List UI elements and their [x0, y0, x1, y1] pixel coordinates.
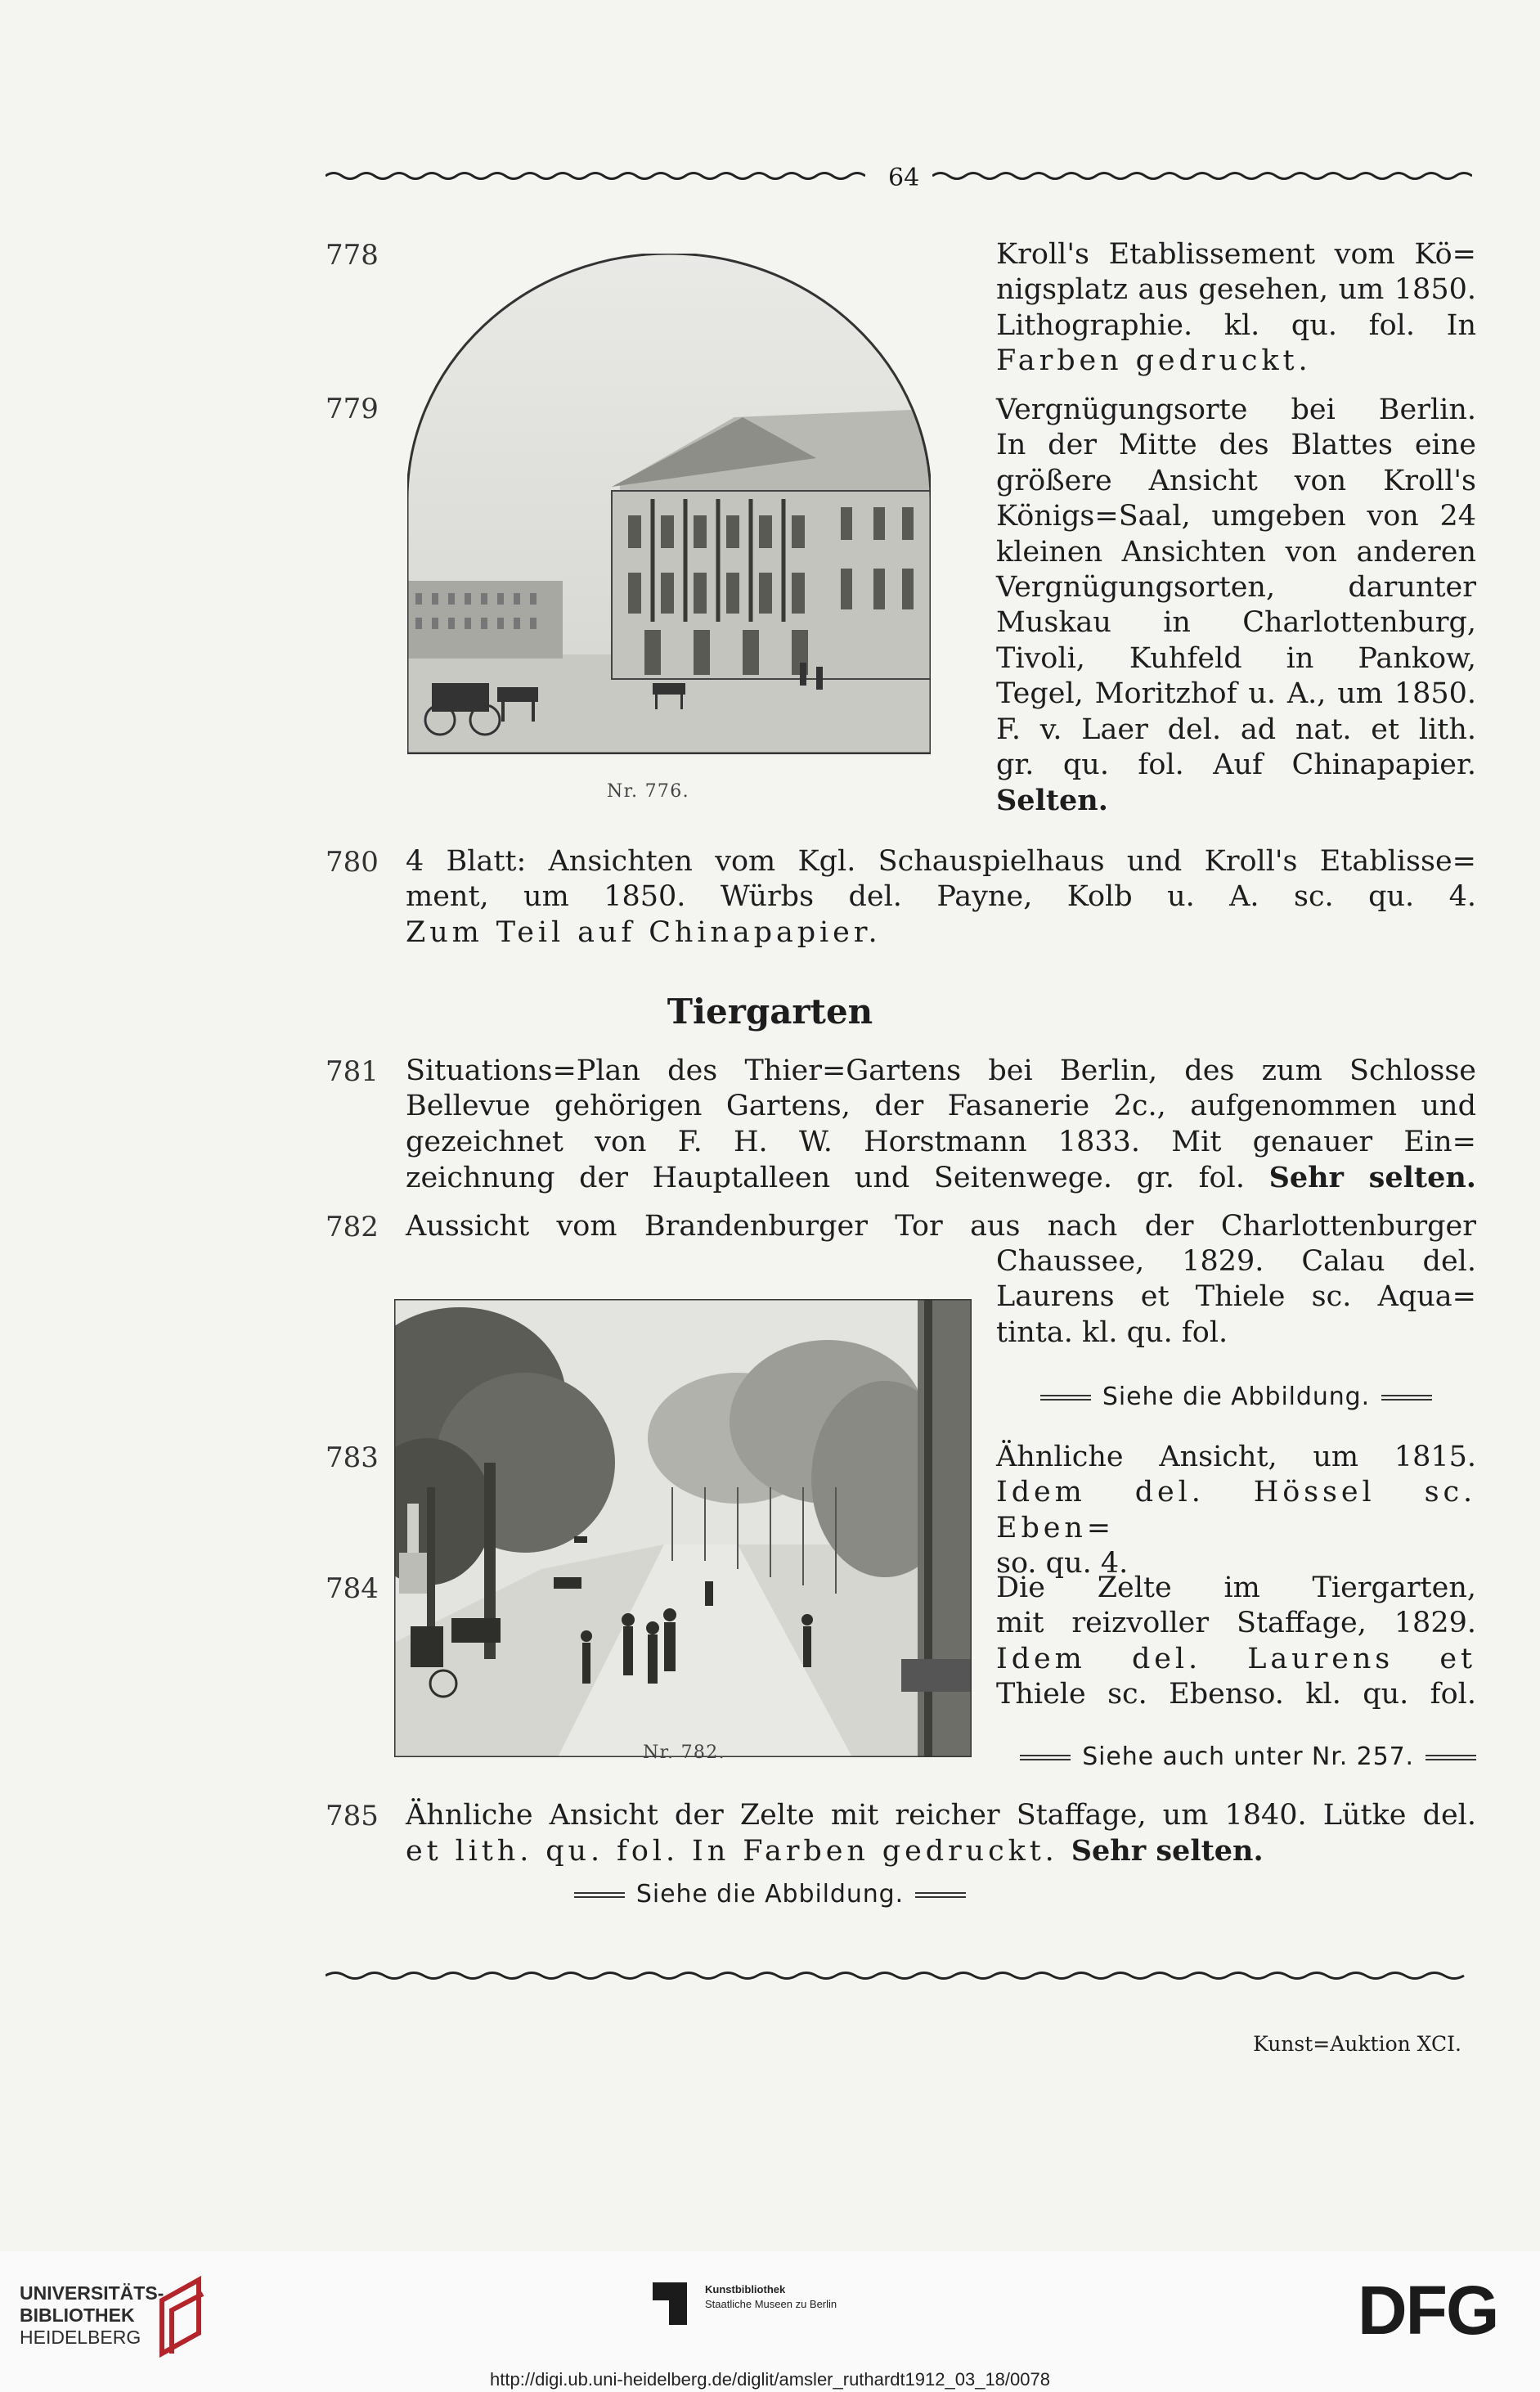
illustration-kroll-etablissement — [407, 254, 931, 754]
text-line: nigsplatz aus gesehen, um 1850. — [996, 273, 1476, 307]
illustration-tiergarten-view — [394, 1299, 972, 1757]
uni-heidelberg-emblem-icon — [154, 2276, 211, 2361]
text-line: Vergnügungsorte bei Berlin. — [996, 393, 1476, 426]
entry-text-783 — [996, 1440, 1476, 1582]
entry-number-782: 782 — [326, 1211, 379, 1243]
entry-number-781: 781 — [326, 1055, 379, 1088]
uni-heidelberg-logo — [20, 2282, 164, 2349]
entry-number-778: 778 — [326, 239, 379, 272]
entry-text-784 — [996, 1571, 1476, 1713]
see-illustration-note-785: Siehe die Abbildung. — [0, 1880, 1540, 1909]
entry-text-778 — [996, 237, 1476, 380]
image-caption-782: Nr. 782. — [643, 1742, 725, 1763]
text-line: Situations=Plan des Thier=Gartens bei Berlin, des zum Schlosse — [406, 1054, 1476, 1087]
text-line: et lith. qu. fol. In Farben gedruckt. Sehr selten. — [406, 1834, 1264, 1868]
header-ornament-left — [326, 170, 865, 182]
text-line: Laurens et Thiele sc. Aqua= — [996, 1280, 1476, 1314]
text-line: gezeichnet von F. H. W. Horstmann 1833. Mit genauer Ein= — [406, 1125, 1476, 1158]
entry-number-779: 779 — [326, 393, 379, 425]
text-line: Ähnliche Ansicht, um 1815. — [996, 1441, 1476, 1473]
catalog-label: Kunst=Auktion XCI. — [1253, 2032, 1461, 2056]
text-line: Lithographie. kl. qu. fol. In — [996, 308, 1476, 342]
entry-text-785 — [406, 1798, 1476, 1870]
text-line: so. qu. 4. — [996, 1547, 1129, 1580]
text-line: In der Mitte des Blattes eine — [996, 429, 1476, 462]
uni-line1: UNIVERSITÄTS- — [20, 2282, 164, 2304]
note-dash — [915, 1892, 966, 1898]
kb-line1: Kunstbibliothek — [705, 2283, 786, 2295]
kb-line2: Staatliche Museen zu Berlin — [705, 2298, 837, 2310]
text-line: Kroll's Etablissement vom Kö= — [996, 238, 1476, 271]
entry-text-782 — [996, 1244, 1476, 1351]
library-footer — [0, 2251, 1540, 2392]
text-line: Muskau in Charlottenburg, — [996, 606, 1476, 640]
text-line: gr. qu. fol. Auf Chinapapier. — [996, 749, 1476, 782]
text-line: Bellevue gehörigen Gartens, der Fasanerie 2c., aufgenommen und — [406, 1090, 1476, 1123]
text-line: tinta. kl. qu. fol. — [996, 1315, 1228, 1349]
text-line: 4 Blatt: Ansichten vom Kgl. Schauspielhaus und Kroll's Etablisse= — [406, 845, 1476, 878]
uni-line2: BIBLIOTHEK — [20, 2304, 135, 2326]
text-line: Königs=Saal, umgeben von 24 — [996, 500, 1476, 533]
text-line: Tivoli, Kuhfeld in Pankow, — [996, 641, 1476, 675]
entry-text-782-first — [406, 1209, 1476, 1244]
emphasis-sehr-selten: Sehr selten. — [1071, 1834, 1264, 1868]
text-line: Idem del. Laurens et — [996, 1642, 1476, 1675]
entry-number-784: 784 — [326, 1572, 379, 1605]
uni-line3: HEIDELBERG — [20, 2327, 141, 2348]
text-line: ment, um 1850. Würbs del. Payne, Kolb u. A. sc. qu. 4. — [406, 880, 1476, 914]
text-line: Chaussee, 1829. Calau del. — [996, 1245, 1476, 1278]
note-dash — [1020, 1755, 1071, 1760]
entry-number-783: 783 — [326, 1441, 379, 1474]
text-line: Zum Teil auf Chinapapier. — [406, 915, 882, 949]
emphasis-sehr-selten: Sehr selten. — [1268, 1161, 1476, 1195]
note-dash — [1381, 1395, 1432, 1401]
text-line: Aussicht vom Brandenburger Tor aus nach der Charlottenburger — [406, 1210, 1476, 1243]
see-also-note-784: Siehe auch unter Nr. 257. — [996, 1742, 1476, 1771]
note-dash — [1040, 1395, 1091, 1401]
text-line: zeichnung der Hauptalleen und Seitenwege. gr. fol. Sehr selten. — [406, 1161, 1476, 1195]
entry-text-780 — [406, 844, 1476, 951]
text-line: Farben gedruckt. — [996, 344, 1312, 378]
see-illustration-note-782: Siehe die Abbildung. — [996, 1383, 1476, 1411]
text-line: größere Ansicht von Kroll's — [996, 464, 1476, 497]
footer-ornament — [326, 1970, 1470, 1981]
text-line: Die Zelte im Tiergarten, — [996, 1571, 1476, 1604]
entry-number-780: 780 — [326, 846, 379, 879]
kunstbibliothek-logo — [705, 2282, 837, 2312]
text-line: Ähnliche Ansicht der Zelte mit reicher Staffage, um 1840. Lütke del. — [406, 1799, 1476, 1832]
kunstbibliothek-emblem-icon — [653, 2282, 687, 2328]
entry-text-779 — [996, 393, 1476, 820]
text-line: Vergnügungsorten, darunter — [996, 571, 1476, 605]
note-dash — [574, 1892, 625, 1898]
text-line: kleinen Ansichten von anderen — [996, 535, 1476, 569]
header-ornament-right — [932, 170, 1472, 182]
section-heading-tiergarten: Tiergarten — [667, 991, 873, 1032]
entry-text-781 — [406, 1054, 1476, 1197]
page-number: 64 — [888, 164, 920, 192]
text-line: Idem del. Hössel sc. Eben= — [996, 1476, 1476, 1544]
dfg-logo: DFG — [1358, 2272, 1498, 2349]
source-url-link[interactable]: http://digi.ub.uni-heidelberg.de/diglit/amsler_ruthardt1912_03_18/0078 — [490, 2369, 1050, 2390]
text-line: F. v. Laer del. ad nat. et lith. — [996, 713, 1476, 746]
note-dash — [1426, 1755, 1476, 1760]
text-line: mit reizvoller Staffage, 1829. — [996, 1607, 1476, 1640]
text-line: Thiele sc. Ebenso. kl. qu. fol. — [996, 1678, 1476, 1711]
emphasis-selten: Selten. — [996, 784, 1108, 818]
text-line: Tegel, Moritzhof u. A., um 1850. — [996, 677, 1476, 711]
image-caption-776: Nr. 776. — [607, 781, 689, 802]
entry-number-785: 785 — [326, 1800, 379, 1832]
